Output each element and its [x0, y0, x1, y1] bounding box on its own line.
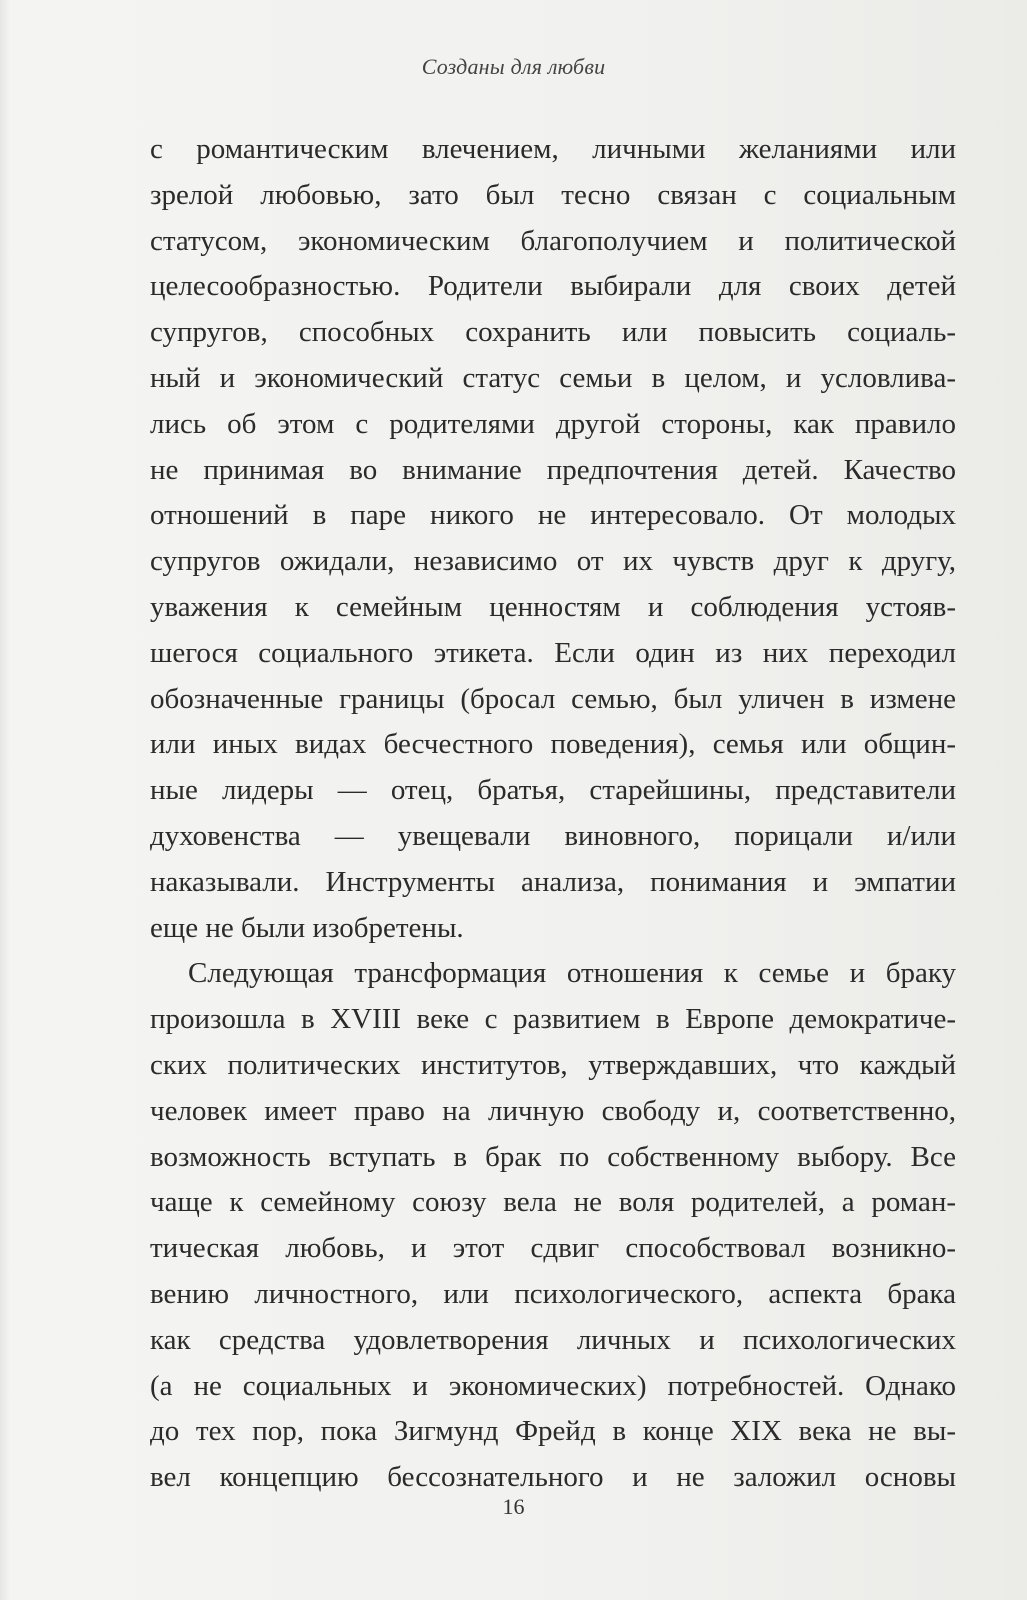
- body-text: [150, 127, 956, 1501]
- paragraph-2: [150, 951, 956, 1501]
- text-line: тическая любовь, и этот сдвиг способствовал возникно-: [150, 1232, 956, 1265]
- text-line: не принимая во внимание предпочтения детей. Качество: [150, 453, 956, 486]
- text-line: с романтическим влечением, личными желаниями или: [150, 133, 956, 165]
- text-line: ских политических институтов, утверждавших, что каждый: [150, 1048, 956, 1081]
- text-line: ный и экономический статус семьи в целом, и условлива-: [150, 361, 956, 394]
- text-line: вению личностного, или психологического, аспекта брака: [150, 1277, 956, 1310]
- text-line: супругов ожидали, независимо от их чувств друг к другу,: [150, 545, 956, 578]
- text-line: до тех пор, пока Зигмунд Фрейд в конце XIX века не вы-: [150, 1415, 956, 1448]
- text-line: еще не были изобретены.: [150, 911, 464, 944]
- text-line: вел концепцию бессознательного и не заложил основы: [150, 1461, 956, 1494]
- text-line: возможность вступать в брак по собственному выбору. Все: [150, 1140, 956, 1173]
- text-line: уважения к семейным ценностям и соблюдения устояв-: [150, 590, 956, 623]
- text-line: ные лидеры — отец, братья, старейшины, представители: [150, 774, 956, 807]
- text-line: человек имеет право на личную свободу и, соответственно,: [150, 1094, 956, 1127]
- text-line: (а не социальных и экономических) потребностей. Однако: [150, 1369, 956, 1402]
- text-line: Следующая трансформация отношения к семье и браку: [188, 957, 956, 990]
- text-line: лись об этом с родителями другой стороны, как правило: [150, 407, 956, 440]
- text-line: или иных видах бесчестного поведения), семья или общин-: [150, 728, 956, 761]
- text-line: зрелой любовью, зато был тесно связан с социальным: [150, 178, 956, 211]
- text-line: отношений в паре никого не интересовало. От молодых: [150, 499, 956, 532]
- page-number: 16: [502, 1494, 525, 1519]
- text-line: чаще к семейному союзу вела не воля родителей, а роман-: [150, 1186, 956, 1219]
- text-line: духовенства — увещевали виновного, порицали и/или: [150, 819, 956, 852]
- text-line: обозначенные границы (бросал семью, был уличен в измене: [150, 682, 956, 715]
- text-line: целесообразностью. Родители выбирали для своих детей: [150, 270, 956, 303]
- text-line: наказывали. Инструменты анализа, понимания и эмпатии: [150, 865, 956, 898]
- text-line: произошла в XVIII веке с развитием в Европе демократиче-: [150, 1003, 956, 1036]
- text-line: шегося социального этикета. Если один из них переходил: [150, 636, 956, 669]
- text-line: статусом, экономическим благополучием и политической: [150, 224, 956, 257]
- running-head: Созданы для любви: [421, 54, 606, 79]
- text-line: супругов, способных сохранить или повысить социаль-: [150, 316, 956, 349]
- paragraph-1: [150, 127, 956, 951]
- text-line: как средства удовлетворения личных и психологических: [150, 1323, 956, 1356]
- spine-shadow: [0, 0, 10, 1600]
